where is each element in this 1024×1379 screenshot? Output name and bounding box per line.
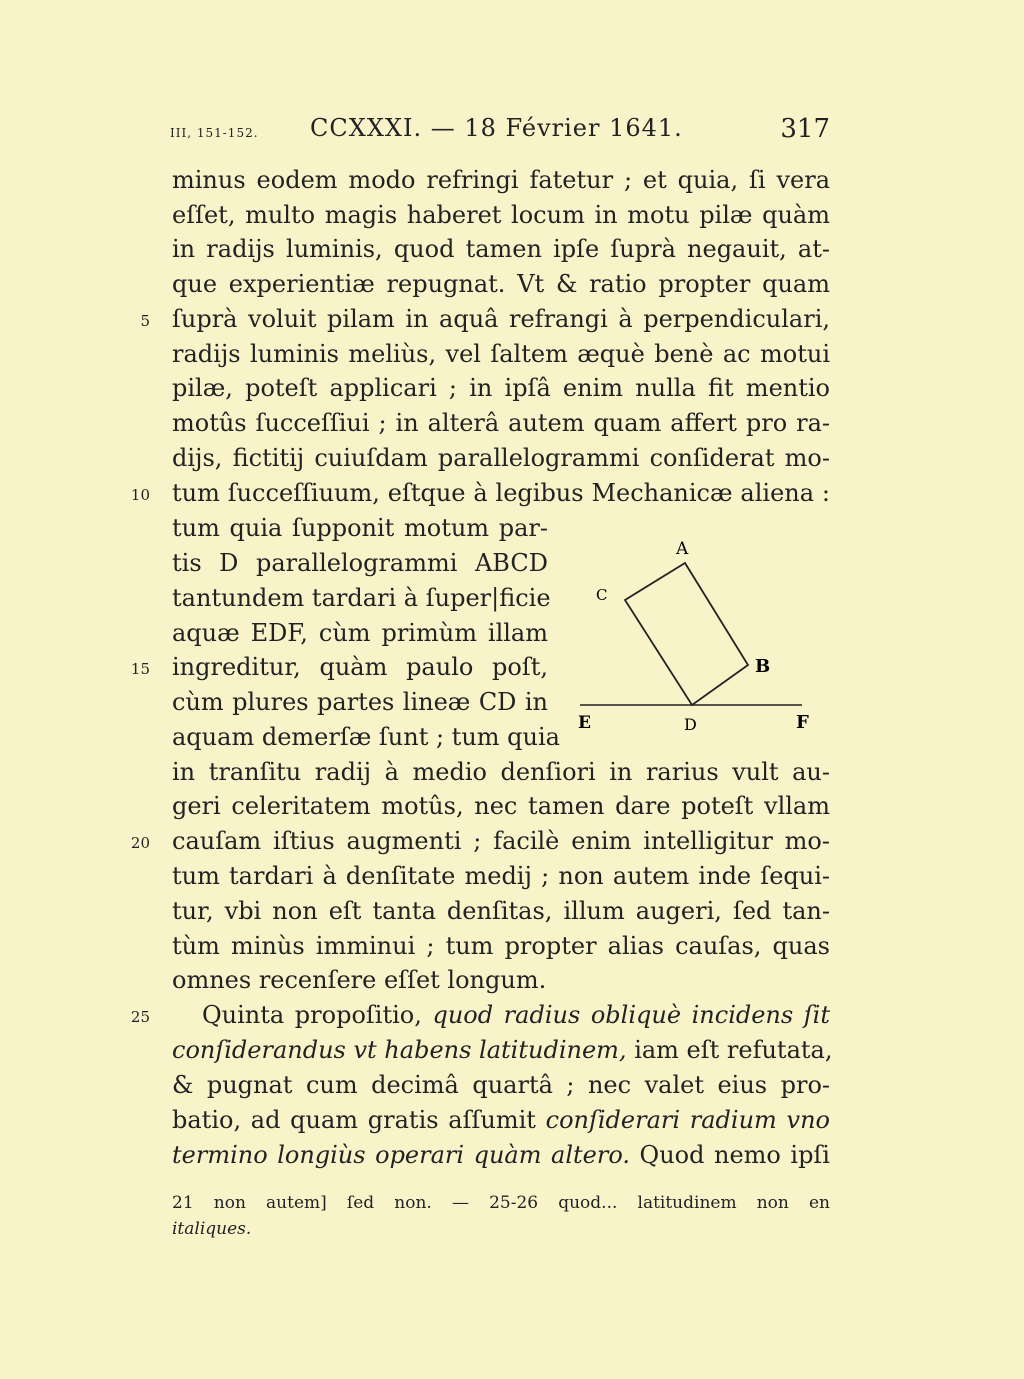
label-e: E xyxy=(578,713,591,733)
text-line: ſuprà voluit pilam in aquâ refrangi à perpendiculari, xyxy=(172,305,830,333)
volume-reference: III, 151-152. xyxy=(170,126,259,140)
text-line: radijs luminis meliùs, vel ſaltem æquè benè ac motui xyxy=(172,340,830,368)
text-line xyxy=(172,1138,830,1172)
text-line xyxy=(172,1033,833,1067)
label-f: F xyxy=(796,712,809,733)
text-line: que experientiæ repugnat. Vt & ratio propter quam xyxy=(172,270,830,298)
text-line xyxy=(172,1103,830,1137)
text-line: tis D parallelogrammi ABCD xyxy=(172,549,548,577)
line-number: 15 xyxy=(130,660,150,678)
text-line: ingreditur, quàm paulo poſt, xyxy=(172,653,548,681)
text-line: & pugnat cum decimâ quartâ ; nec valet eius pro- xyxy=(172,1071,830,1099)
text-line xyxy=(202,998,830,1032)
text-line: cùm plures partes lineæ CD in xyxy=(172,688,548,716)
running-header xyxy=(170,114,830,154)
line-number: 20 xyxy=(130,834,150,852)
parallelogram-diagram xyxy=(570,530,820,740)
letter-title: CCXXXI. — 18 Février 1641. xyxy=(310,114,683,142)
text-run: Quinta propoſitio, xyxy=(202,1001,422,1029)
text-line: aquæ EDF, cùm primùm illam xyxy=(172,619,548,647)
text-line: tum quia ſupponit motum par- xyxy=(172,514,548,542)
text-line: tur, vbi non eſt tanta denſitas, illum augeri, ſed tan- xyxy=(172,897,830,925)
italic-run: quod radius obliquè incidens ſit xyxy=(432,1001,830,1029)
text-run: iam eſt refutata, xyxy=(634,1036,833,1064)
line-number: 5 xyxy=(140,312,150,330)
text-line: tantundem tardari à ſuper|ficie xyxy=(172,584,551,612)
text-line: eſſet, multo magis haberet locum in motu pilæ quàm xyxy=(172,201,830,229)
italic-run: conſiderandus vt habens latitudinem, xyxy=(172,1036,627,1064)
footnote-line: italiques. xyxy=(172,1219,252,1239)
parallelogram-figure xyxy=(570,530,820,740)
text-line: in radijs luminis, quod tamen ipſe ſuprà negauit, at- xyxy=(172,235,830,263)
text-line: minus eodem modo refringi fatetur ; et quia, ſi vera xyxy=(172,166,830,194)
italic-run: conſiderari radium vno xyxy=(545,1106,830,1134)
text-line: tum ſucceſſiuum, eſtque à legibus Mechanicæ aliena : xyxy=(172,479,830,507)
page-number: 317 xyxy=(780,114,830,144)
text-run: batio, ad quam gratis aſſumit xyxy=(172,1106,536,1134)
text-line: motûs ſucceſſiui ; in alterâ autem quam affert pro ra- xyxy=(172,409,830,437)
label-a: A xyxy=(676,539,689,559)
footnote-line: 21 non autem] ſed non. — 25-26 quod... latitudinem non en xyxy=(172,1193,830,1213)
label-b: B xyxy=(755,656,771,677)
label-d: D xyxy=(684,715,697,734)
text-line: omnes recenſere eſſet longum. xyxy=(172,966,547,994)
parallelogram-abcd xyxy=(625,563,748,705)
italic-run: termino longiùs operari quàm altero. xyxy=(172,1141,630,1169)
text-line: pilæ, poteſt applicari ; in ipſâ enim nulla fit mentio xyxy=(172,374,830,402)
text-run: Quod nemo ipſi xyxy=(639,1141,830,1169)
text-line: dijs, fictitij cuiuſdam parallelogrammi conſiderat mo- xyxy=(172,444,830,472)
text-line: cauſam iſtius augmenti ; facilè enim intelligitur mo- xyxy=(172,827,830,855)
line-number: 25 xyxy=(130,1008,150,1026)
text-line: tùm minùs imminui ; tum propter alias cauſas, quas xyxy=(172,932,830,960)
text-line: geri celeritatem motûs, nec tamen dare poteſt vllam xyxy=(172,792,830,820)
text-line: tum tardari à denſitate medij ; non autem inde ſequi- xyxy=(172,862,830,890)
label-c: C xyxy=(596,586,608,604)
text-line: in tranſitu radij à medio denſiori in rarius vult au- xyxy=(172,758,830,786)
text-line: aquam demerſæ ſunt ; tum quia xyxy=(172,723,560,751)
line-number: 10 xyxy=(130,486,150,504)
